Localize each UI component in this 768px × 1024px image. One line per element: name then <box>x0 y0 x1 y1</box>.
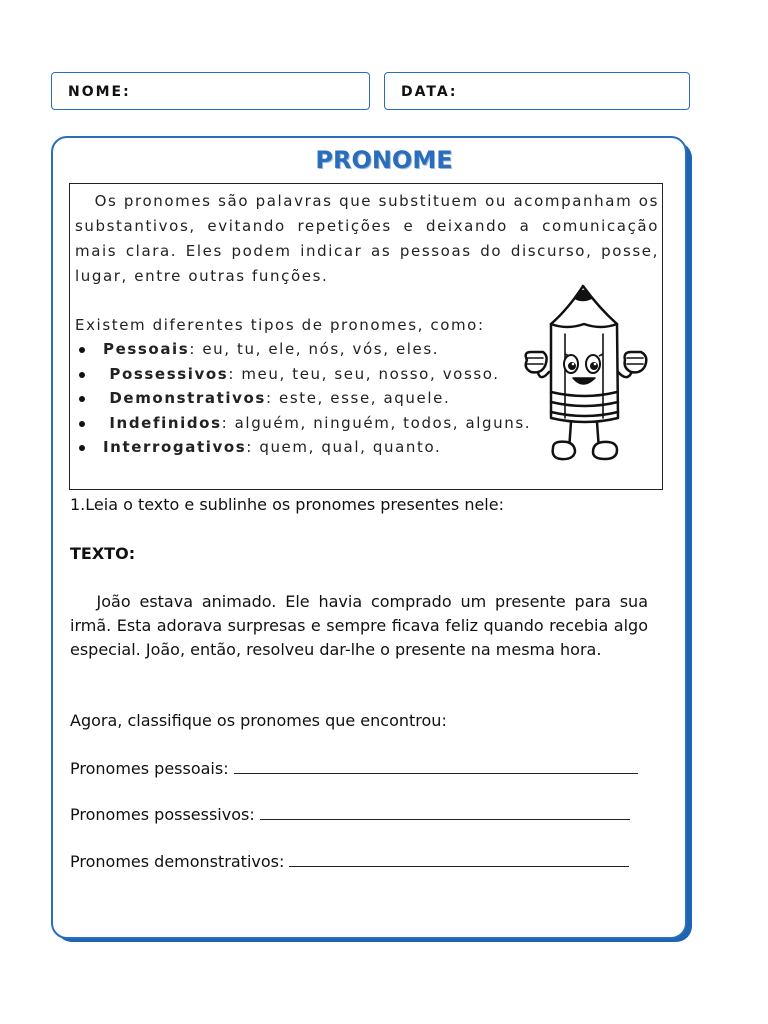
type-name: Interrogativos <box>103 438 247 456</box>
list-item <box>103 411 531 436</box>
answer-demonstrativos <box>70 850 629 874</box>
type-examples: : quem, qual, quanto. <box>246 438 442 456</box>
story-text: João estava animado. Ele havia comprado um presente para sua irmã. Esta adorava surpresas e sempre ficava feliz quando recebia algo especial. João, então, resolveu dar-lhe o presente na mesma hora. <box>70 592 648 659</box>
answer-label: Pronomes demonstrativos: <box>70 852 285 871</box>
pronoun-types-list <box>103 337 531 460</box>
list-item <box>103 386 531 411</box>
question-1: 1.Leia o texto e sublinhe os pronomes presentes nele: <box>70 495 504 514</box>
answer-pessoais <box>70 757 638 781</box>
type-name: Possessivos <box>109 364 229 383</box>
intro-paragraph: Os pronomes são palavras que substituem ou acompanham os substantivos, evitando repetições e deixando a comunicação mais clara. Eles podem indicar as pessoas do discurso, posse, lugar, entre outras funções. <box>75 192 659 285</box>
list-item <box>103 362 531 387</box>
name-field[interactable] <box>51 72 370 110</box>
types-intro: Existem diferentes tipos de pronomes, como: <box>75 316 485 334</box>
type-name: Pessoais <box>103 340 190 358</box>
answer-line-possessivos[interactable] <box>260 803 630 820</box>
date-field[interactable] <box>384 72 690 110</box>
type-name: Demonstrativos <box>109 389 266 407</box>
type-examples: : eu, tu, ele, nós, vós, eles. <box>189 340 440 358</box>
date-label: DATA: <box>401 84 458 100</box>
text-label: TEXTO: <box>70 544 136 563</box>
list-item <box>103 435 531 460</box>
type-name: Indefinidos <box>109 413 222 432</box>
page-title: PRONOME <box>315 146 453 174</box>
classify-prompt: Agora, classifique os pronomes que encontrou: <box>70 711 447 730</box>
answer-label: Pronomes pessoais: <box>70 759 229 778</box>
type-examples: : este, esse, aquele. <box>265 389 451 407</box>
list-item <box>103 337 531 362</box>
answer-label: Pronomes possessivos: <box>70 805 255 824</box>
type-examples: : meu, teu, seu, nosso, vosso. <box>228 364 500 383</box>
pencil-mascot-icon <box>513 280 653 466</box>
answer-line-pessoais[interactable] <box>234 757 638 774</box>
name-label: NOME: <box>68 84 131 100</box>
answer-possessivos <box>70 803 630 827</box>
answer-line-demonstrativos[interactable] <box>289 850 629 867</box>
type-examples: : alguém, ninguém, todos, alguns. <box>221 413 532 432</box>
